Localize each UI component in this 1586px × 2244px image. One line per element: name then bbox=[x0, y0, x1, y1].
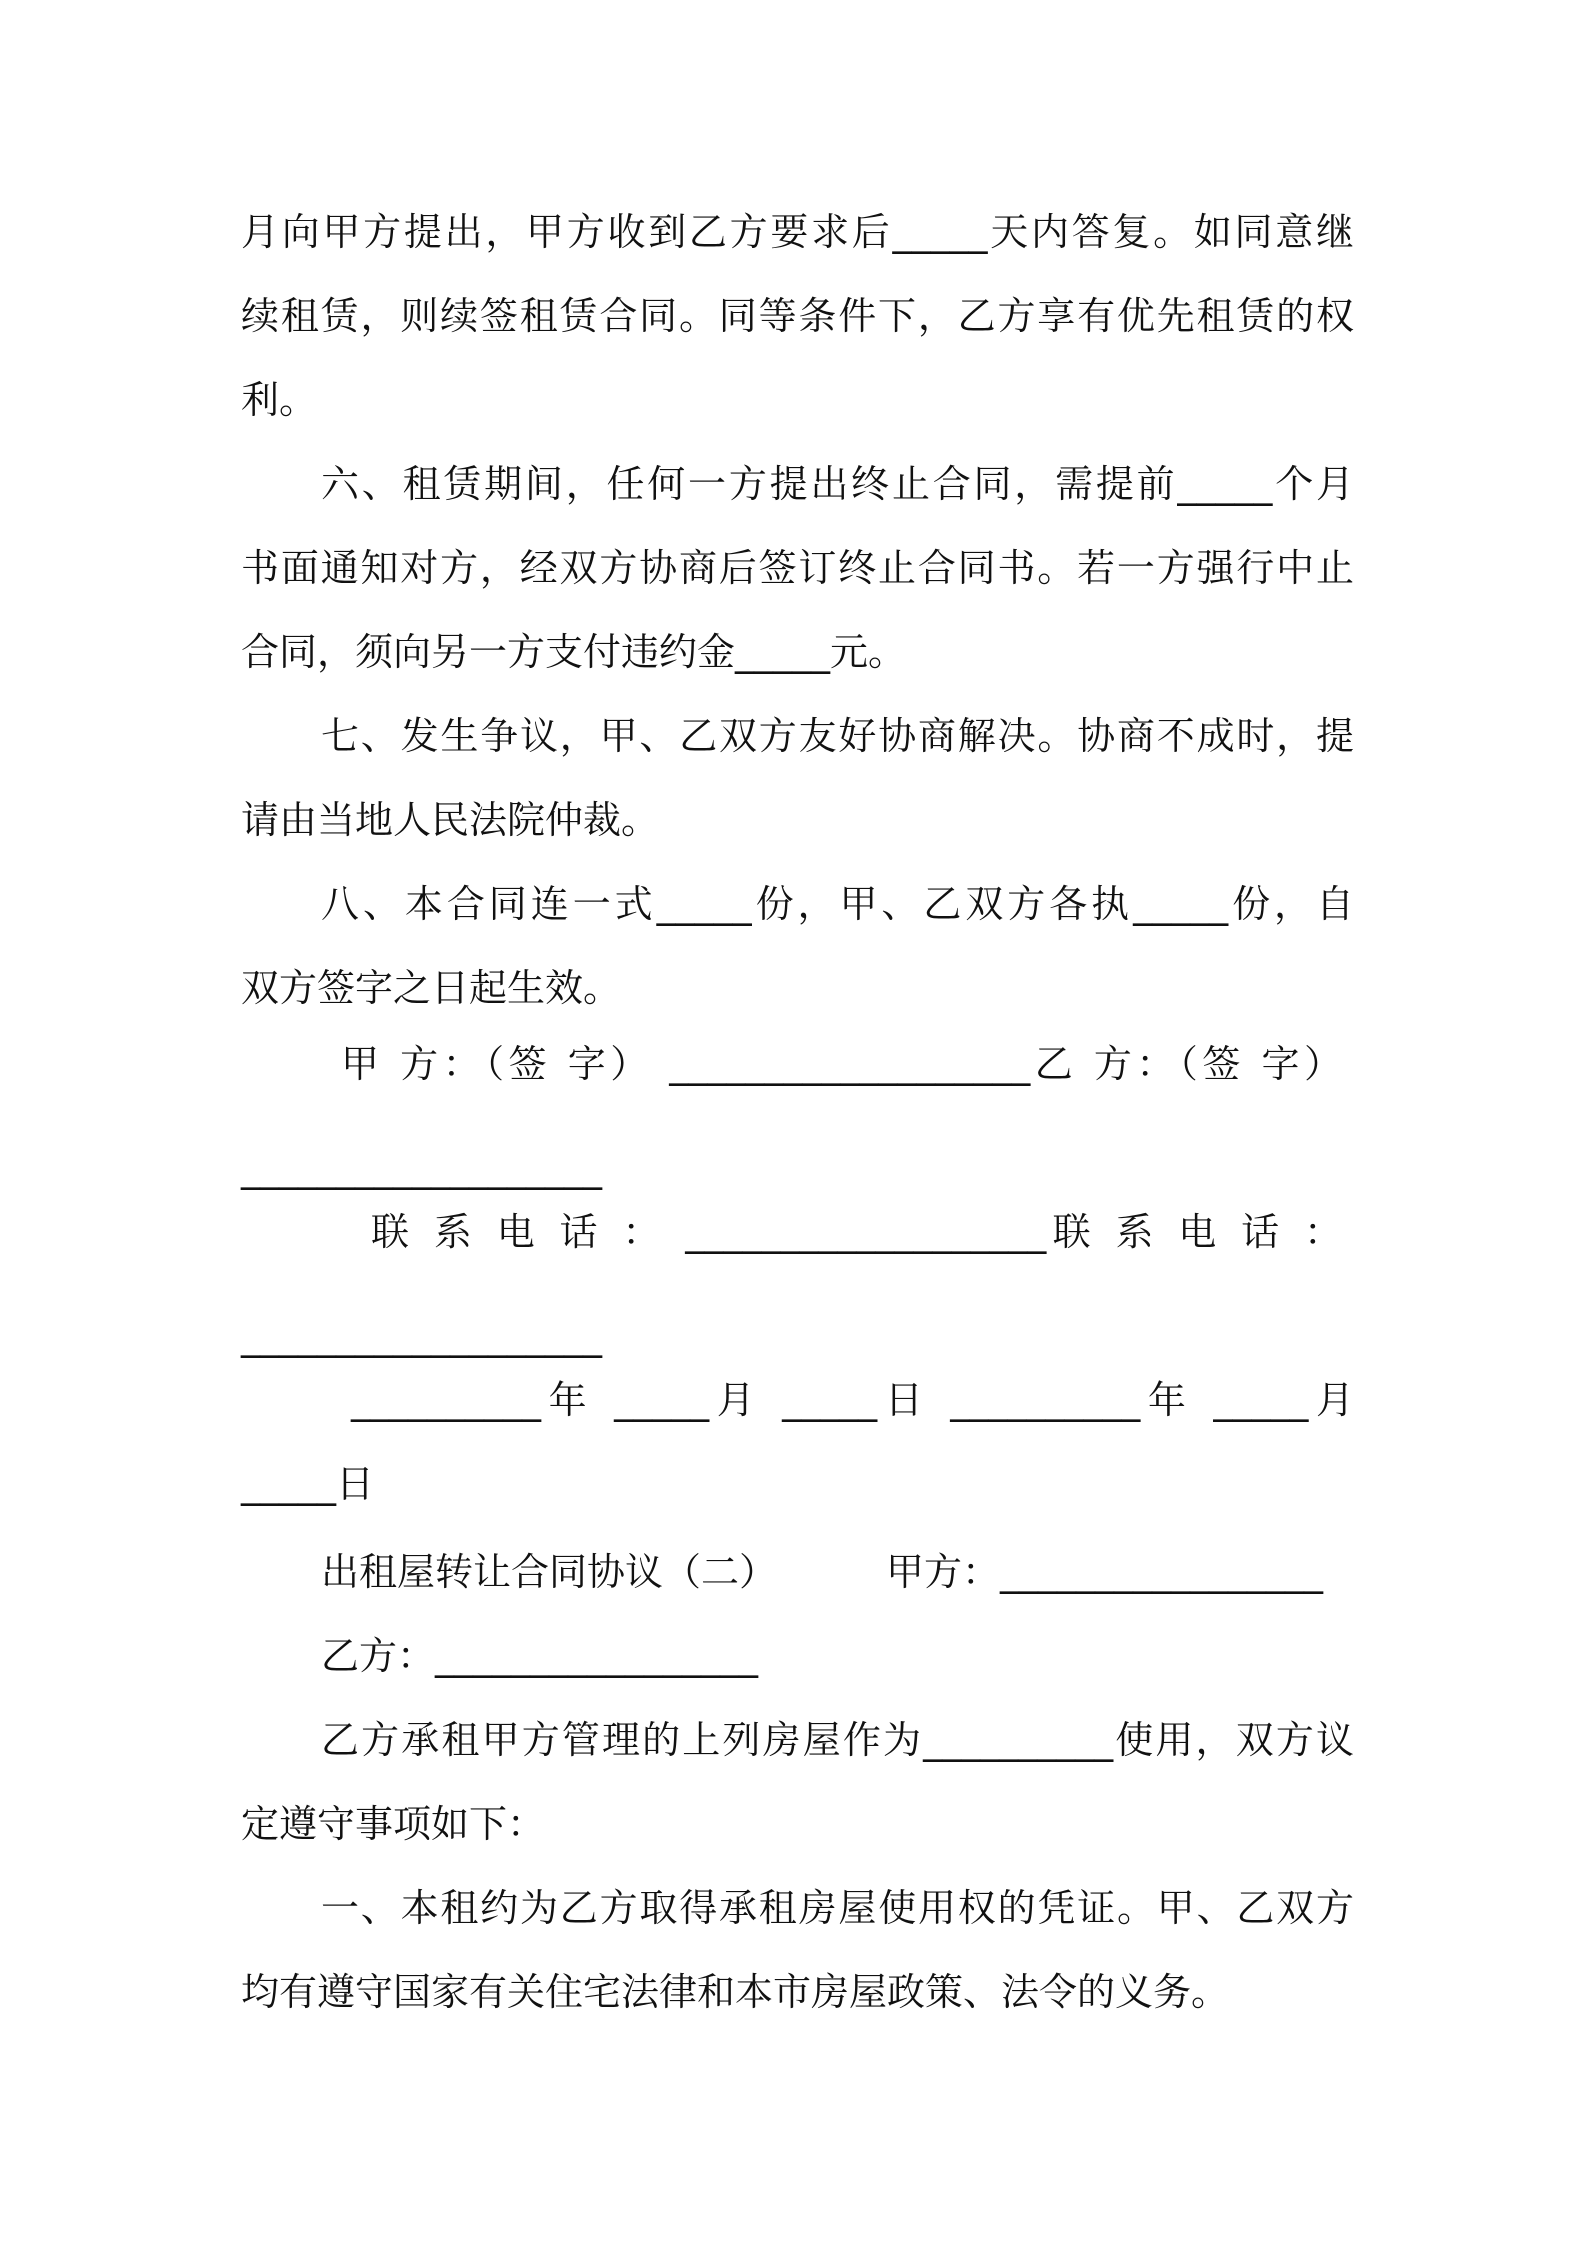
clause-1: 一、本租约为乙方取得承租房屋使用权的凭证。甲、乙双方 bbox=[321, 1886, 1354, 1930]
text-line: 书面通知对方，经双方协商后签订终止合同书。若一方强行中止 bbox=[241, 546, 1354, 590]
clause-7: 七、发生争议，甲、乙双方友好协商解决。协商不成时，提 bbox=[321, 714, 1354, 758]
party-b-field: 乙方：_________________ bbox=[321, 1634, 759, 1678]
contract-title: 出租屋转让合同协议（二） bbox=[321, 1550, 778, 1594]
text-line: 续租赁，则续签租赁合同。同等条件下，乙方享有优先租赁的权 bbox=[241, 294, 1354, 338]
phone-line: 联 系 电 话 ： ___________________联 系 电 话 ： bbox=[371, 1210, 1342, 1254]
text-line: 请由当地人民法院仲裁。 bbox=[241, 798, 660, 842]
text-line: 双方签字之日起生效。 bbox=[241, 966, 622, 1010]
text-line: 合同，须向另一方支付违约金_____元。 bbox=[241, 630, 907, 674]
date-line: __________年 _____月 _____日 __________年 _____月 bbox=[351, 1378, 1354, 1422]
clause-intro: 乙方承租甲方管理的上列房屋作为__________使用，双方议 bbox=[321, 1718, 1354, 1762]
text-line: 月向甲方提出，甲方收到乙方要求后_____天内答复。如同意继 bbox=[241, 210, 1354, 254]
date-day: _____日 bbox=[241, 1462, 375, 1506]
party-a-field: 甲方：_________________ bbox=[886, 1550, 1324, 1594]
phone-blank: ___________________ bbox=[241, 1314, 602, 1358]
text-line: 均有遵守国家有关住宅法律和本市房屋政策、法令的义务。 bbox=[241, 1970, 1230, 2014]
text-line: 利。 bbox=[241, 378, 318, 422]
clause-8: 八、本合同连一式_____份，甲、乙双方各执_____份，自 bbox=[321, 882, 1354, 926]
signature-blank: ___________________ bbox=[241, 1146, 602, 1190]
text-line: 定遵守事项如下： bbox=[241, 1802, 546, 1846]
clause-6: 六、租赁期间，任何一方提出终止合同，需提前_____个月 bbox=[321, 462, 1354, 506]
signature-line: 甲 方：（签 字） ___________________乙 方：（签 字） bbox=[341, 1042, 1342, 1086]
